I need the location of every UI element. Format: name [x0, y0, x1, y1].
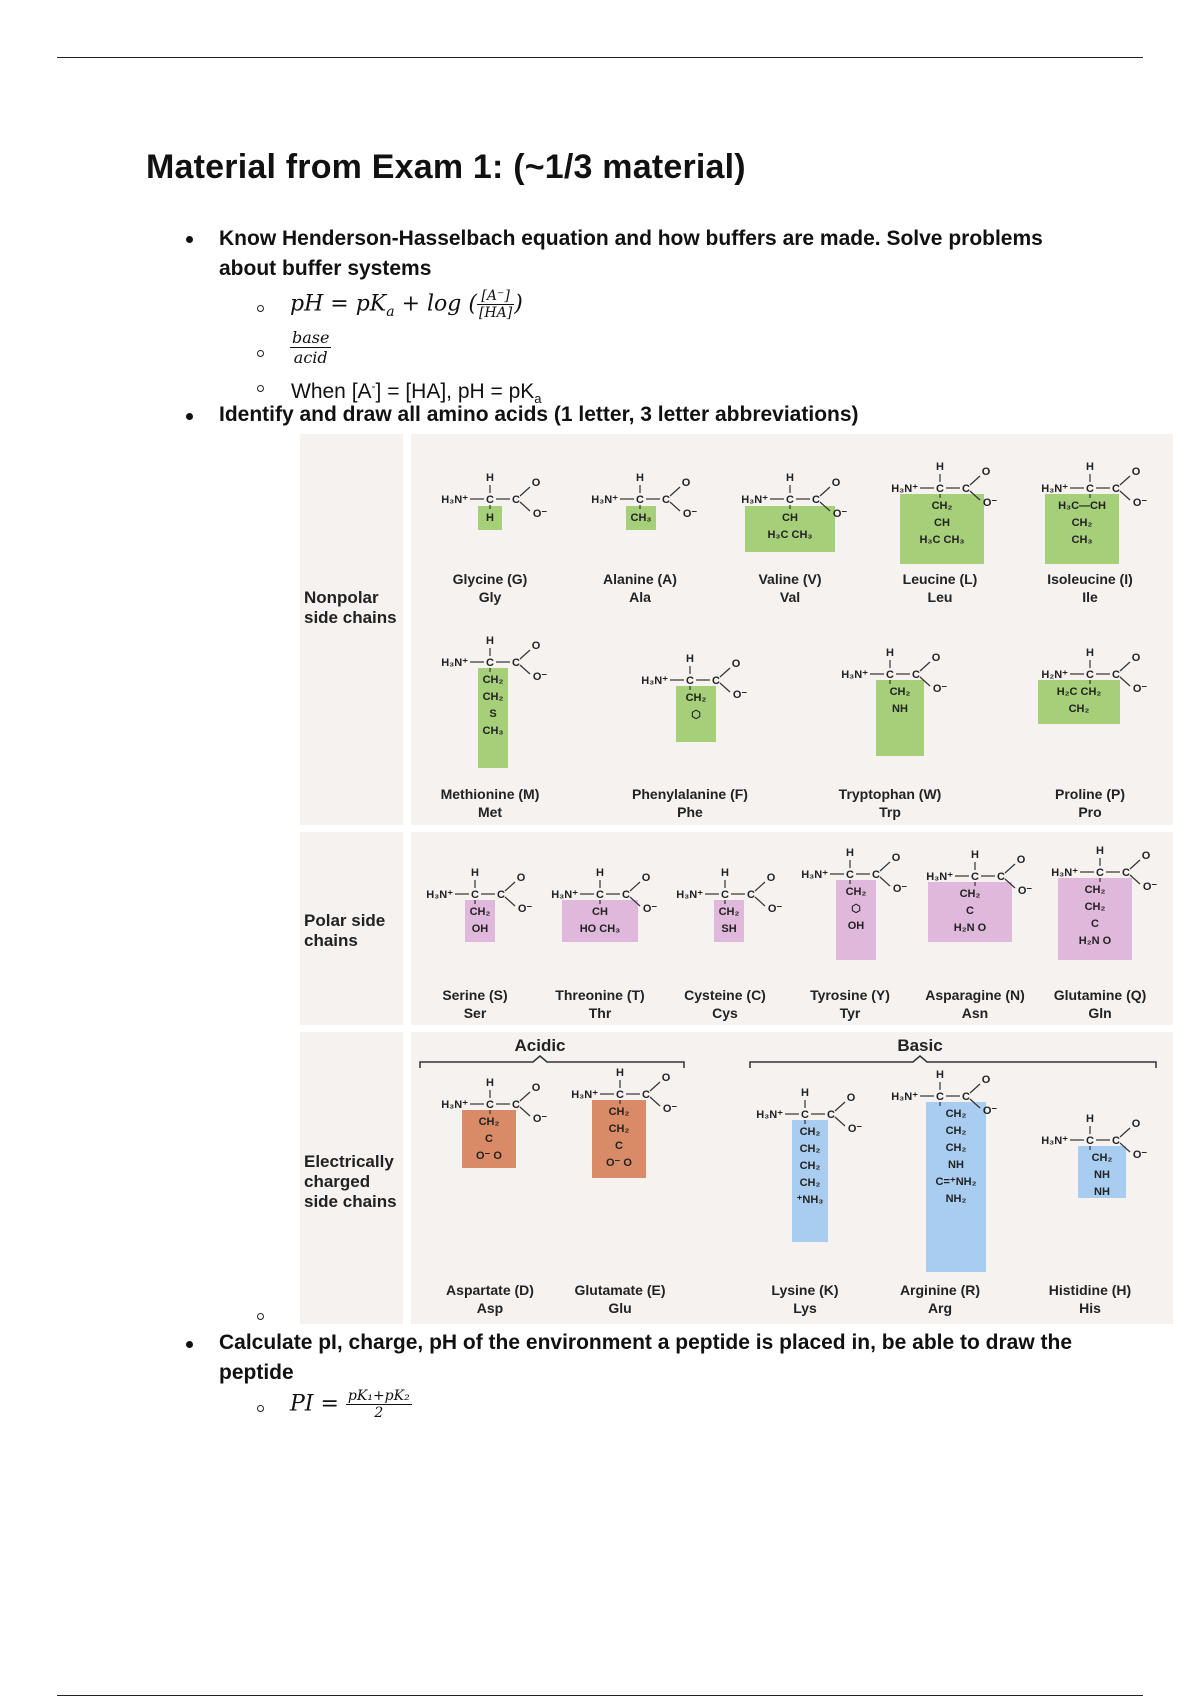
- carbonyl-bond: [1005, 864, 1015, 873]
- carbonyl-oxygen-label: O: [931, 652, 941, 664]
- amino-acid-label: [815, 785, 965, 821]
- amino-acid-abbreviation: Pro: [1078, 804, 1102, 820]
- side-chain-group-label: CH₂: [1084, 884, 1106, 896]
- carbonyl-bond: [1130, 860, 1140, 869]
- bullet-marker: [186, 1341, 193, 1348]
- side-chain-group-label: C: [1091, 918, 1099, 930]
- amino-acid-name: Glutamate (E): [574, 1282, 666, 1298]
- side-chain-group-label: CH₂: [1071, 517, 1093, 529]
- amino-acid-name: Histidine (H): [1048, 1282, 1132, 1298]
- henderson-hasselbalch-equation: pH = $pK_a + \log$ ( $\frac{[A^-]}{[HA]}$ ): [290, 288, 523, 321]
- side-chain-group-label: CH₂: [469, 906, 491, 918]
- oxide-oxygen-label: O⁻: [682, 508, 698, 520]
- alpha-carbon-label: C: [596, 889, 604, 901]
- carboxyl-carbon-label: C: [912, 669, 920, 681]
- carbonyl-oxygen-label: O: [846, 1092, 856, 1104]
- carboxyl-carbon-label: C: [712, 675, 720, 687]
- carbonyl-bond: [1120, 662, 1130, 671]
- alpha-carbon-label: C: [471, 889, 479, 901]
- carboxyl-carbon-label: C: [747, 889, 755, 901]
- carbonyl-bond: [520, 1092, 530, 1101]
- side-chain-group-label: NH: [1094, 1169, 1110, 1181]
- oxide-oxygen-label: O⁻: [732, 689, 748, 701]
- side-chain-group-label: CH₂: [718, 906, 740, 918]
- amino-acid-name: Valine (V): [758, 571, 822, 587]
- amino-acid-name: Isoleucine (I): [1047, 571, 1133, 587]
- side-chain-group-label: CH: [934, 517, 950, 529]
- carboxyl-carbon-label: C: [1112, 1135, 1120, 1147]
- carbonyl-bond: [505, 882, 515, 891]
- side-chain-group-label: ⁺NH₃: [796, 1194, 824, 1206]
- amino-acid-name: Arginine (R): [899, 1282, 981, 1298]
- side-chain-group-label: H₂N O: [1078, 935, 1112, 947]
- amine-group-label: H₃N⁺: [441, 1099, 468, 1111]
- carboxyl-carbon-label: C: [1112, 483, 1120, 495]
- carboxyl-carbon-label: C: [512, 657, 520, 669]
- amino-acid-name: Aspartate (D): [446, 1282, 534, 1298]
- alpha-carbon-label: C: [786, 494, 794, 506]
- side-chain-group-label: CH: [782, 512, 798, 524]
- sub-bullet-marker: [257, 1313, 264, 1320]
- side-chain-group-label: CH₃: [630, 512, 652, 524]
- amino-acid-label: [415, 570, 565, 606]
- carbonyl-bond: [835, 1102, 845, 1111]
- carbonyl-oxygen-label: O: [981, 1074, 991, 1086]
- alpha-carbon-label: C: [1096, 867, 1104, 879]
- carbonyl-bond: [970, 1084, 980, 1093]
- amino-acid-label: [865, 1281, 1015, 1317]
- alpha-hydrogen-label: H: [636, 472, 644, 484]
- bullet-marker: [186, 236, 193, 243]
- carbonyl-bond: [650, 1082, 660, 1091]
- oxide-bond: [650, 1097, 660, 1106]
- alpha-carbon-label: C: [1086, 483, 1094, 495]
- side-chain-group-label: H: [486, 512, 494, 524]
- oxide-oxygen-label: O⁻: [1017, 885, 1033, 897]
- carbonyl-oxygen-label: O: [766, 872, 776, 884]
- amino-acid-name: Alanine (A): [603, 571, 677, 587]
- side-chain-group-label: CH₂: [959, 888, 981, 900]
- alpha-hydrogen-label: H: [1086, 461, 1094, 473]
- side-chain-group-label: C=⁺NH₂: [935, 1176, 977, 1188]
- page-title: Material from Exam 1: (~1/3 material): [146, 148, 746, 186]
- alpha-hydrogen-label: H: [936, 461, 944, 473]
- amine-group-label: H₃N⁺: [926, 871, 953, 883]
- carboxyl-carbon-label: C: [962, 1091, 970, 1103]
- side-chain-group-label: H₂C CH₂: [1056, 686, 1102, 698]
- alpha-carbon-label: C: [686, 675, 694, 687]
- carbonyl-oxygen-label: O: [1131, 652, 1141, 664]
- amino-acid-abbreviation: Val: [779, 589, 801, 605]
- carbonyl-oxygen-label: O: [681, 477, 691, 489]
- alpha-hydrogen-label: H: [886, 647, 894, 659]
- side-chain-group-label: ⬡: [691, 709, 701, 721]
- carbonyl-oxygen-label: O: [831, 477, 841, 489]
- amino-acid-abbreviation: Gln: [1088, 1005, 1112, 1021]
- side-chain-group-label: CH₃: [482, 725, 504, 737]
- carboxyl-carbon-label: C: [872, 869, 880, 881]
- amino-acid-name: Proline (P): [1054, 786, 1125, 802]
- oxide-oxygen-label: O⁻: [662, 1103, 678, 1115]
- amino-acid-abbreviation: Phe: [677, 804, 703, 820]
- carbonyl-oxygen-label: O: [661, 1072, 671, 1084]
- side-chain-group-label: CH: [592, 906, 608, 918]
- carbonyl-bond: [820, 487, 830, 496]
- alpha-hydrogen-label: H: [936, 1069, 944, 1081]
- alpha-hydrogen-label: H: [971, 849, 979, 861]
- carbonyl-bond: [520, 650, 530, 659]
- bullet-marker: [186, 413, 193, 420]
- side-chain-group-label: CH₂: [945, 1125, 967, 1137]
- alpha-hydrogen-label: H: [1086, 1113, 1094, 1125]
- amino-acid-name: Leucine (L): [902, 571, 978, 587]
- amine-group-label: H₃N⁺: [891, 483, 918, 495]
- oxide-bond: [670, 502, 680, 511]
- alpha-hydrogen-label: H: [1096, 845, 1104, 857]
- alpha-hydrogen-label: H: [486, 635, 494, 647]
- amino-acid-structures: [300, 434, 1173, 1324]
- oxide-oxygen-label: O⁻: [832, 508, 848, 520]
- amine-group-label: H₃N⁺: [441, 494, 468, 506]
- header-acidic: Acidic: [514, 1036, 566, 1055]
- carboxyl-carbon-label: C: [962, 483, 970, 495]
- carbonyl-oxygen-label: O: [1016, 854, 1026, 866]
- side-chain-group-label: CH₂: [889, 686, 911, 698]
- amino-acid-name: Serine (S): [442, 987, 508, 1003]
- header-basic: Basic: [897, 1036, 943, 1055]
- alpha-carbon-label: C: [1086, 669, 1094, 681]
- amino-acid-abbreviation: Tyr: [839, 1005, 861, 1021]
- amine-group-label: H₃N⁺: [1041, 483, 1068, 495]
- side-chain-group-label: C: [485, 1133, 493, 1145]
- carbonyl-bond: [520, 487, 530, 496]
- side-chain-group-label: NH: [892, 703, 908, 715]
- side-chain-group-label: CH₂: [482, 691, 504, 703]
- carbonyl-bond: [755, 882, 765, 891]
- amino-acid-name: Tyrosine (Y): [810, 987, 890, 1003]
- amine-group-label: H₃N⁺: [1041, 1135, 1068, 1147]
- alpha-hydrogen-label: H: [486, 1077, 494, 1089]
- alpha-carbon-label: C: [721, 889, 729, 901]
- amino-acid-name: Glycine (G): [452, 571, 528, 587]
- amino-acid-label: [865, 570, 1015, 606]
- side-chain-group-label: NH₂: [945, 1193, 967, 1205]
- oxide-oxygen-label: O⁻: [532, 671, 548, 683]
- oxide-bond: [755, 897, 765, 906]
- sub-bullet-marker: [257, 305, 264, 312]
- footer-rule: [57, 1695, 1143, 1696]
- bullet-3-line-2: peptide: [219, 1361, 294, 1384]
- amino-acid-abbreviation: Cys: [712, 1005, 738, 1021]
- amino-acid-name: Lysine (K): [771, 1282, 839, 1298]
- amine-group-label: H₃N⁺: [741, 494, 768, 506]
- amino-acid-label: [545, 1281, 695, 1317]
- amine-group-label: H₃N⁺: [441, 657, 468, 669]
- amine-group-label: H₃N⁺: [426, 889, 453, 901]
- alpha-carbon-label: C: [846, 869, 854, 881]
- carbonyl-oxygen-label: O: [531, 640, 541, 652]
- oxide-bond: [520, 1107, 530, 1116]
- amine-group-label: H₃N⁺: [591, 494, 618, 506]
- alpha-hydrogen-label: H: [1086, 647, 1094, 659]
- amine-group-label: H₃N⁺: [801, 869, 828, 881]
- carboxyl-carbon-label: C: [512, 494, 520, 506]
- oxide-oxygen-label: O⁻: [892, 883, 908, 895]
- carboxyl-carbon-label: C: [642, 1089, 650, 1101]
- oxide-oxygen-label: O⁻: [1132, 497, 1148, 509]
- alpha-carbon-label: C: [936, 483, 944, 495]
- carbonyl-oxygen-label: O: [531, 477, 541, 489]
- side-chain-group-label: OH: [471, 923, 489, 935]
- amino-acid-label: [415, 1281, 565, 1317]
- amine-group-label: H₃N⁺: [891, 1091, 918, 1103]
- oxide-oxygen-label: O⁻: [1132, 683, 1148, 695]
- side-chain-group-label: CH₃: [1071, 534, 1093, 546]
- oxide-bond: [1120, 677, 1130, 686]
- amine-group-label: H₃N⁺: [676, 889, 703, 901]
- amino-acid-abbreviation: Met: [477, 804, 503, 820]
- sub-bullet-marker: [257, 385, 264, 392]
- side-chain-group-label: CH₂: [608, 1106, 630, 1118]
- alpha-carbon-label: C: [971, 871, 979, 883]
- carboxyl-carbon-label: C: [497, 889, 505, 901]
- carboxyl-carbon-label: C: [662, 494, 670, 506]
- bullet-1-line-2: about buffer systems: [219, 257, 432, 280]
- oxide-bond: [880, 877, 890, 886]
- amine-group-label: H₂N⁺: [1041, 669, 1068, 681]
- amino-acid-label: [1015, 1281, 1165, 1317]
- side-chain-group-label: CH₂: [608, 1123, 630, 1135]
- side-chain-group-label: CH₂: [1091, 1152, 1113, 1164]
- side-chain-group-label: CH₂: [482, 674, 504, 686]
- amino-acid-abbreviation: Ala: [629, 589, 651, 605]
- side-chain-group-label: CH₂: [845, 886, 867, 898]
- side-chain-group-label: CH₂: [945, 1108, 967, 1120]
- amino-acid-name: Threonine (T): [555, 987, 645, 1003]
- carbonyl-oxygen-label: O: [516, 872, 526, 884]
- alpha-hydrogen-label: H: [686, 653, 694, 665]
- amino-acid-abbreviation: Trp: [879, 804, 901, 820]
- oxide-oxygen-label: O⁻: [532, 508, 548, 520]
- carbonyl-oxygen-label: O: [731, 658, 741, 670]
- amine-group-label: H₃N⁺: [1051, 867, 1078, 879]
- bullet-2-line-1: Identify and draw all amino acids (1 letter, 3 letter abbreviations): [219, 403, 859, 426]
- alpha-hydrogen-label: H: [846, 847, 854, 859]
- side-chain-group-label: CH₂: [931, 500, 953, 512]
- amino-acid-abbreviation: Arg: [927, 1300, 953, 1316]
- carboxyl-carbon-label: C: [812, 494, 820, 506]
- group-label-charged: Electrically charged side chains: [304, 1152, 397, 1211]
- alpha-hydrogen-label: H: [486, 472, 494, 484]
- alpha-hydrogen-label: H: [801, 1087, 809, 1099]
- amino-acid-name: Tryptophan (W): [838, 786, 942, 802]
- oxide-oxygen-label: O⁻: [932, 683, 948, 695]
- side-chain-group-label: CH₂: [799, 1126, 821, 1138]
- side-chain-group-label: SH: [721, 923, 737, 935]
- alpha-hydrogen-label: H: [616, 1067, 624, 1079]
- amino-acid-label: [565, 570, 715, 606]
- oxide-oxygen-label: O⁻: [767, 903, 783, 915]
- carbonyl-bond: [920, 662, 930, 671]
- amino-acid-label: [615, 785, 765, 821]
- carbonyl-oxygen-label: O: [1141, 850, 1151, 862]
- amino-acid-label: [1015, 785, 1165, 821]
- amine-group-label: H₃N⁺: [571, 1089, 598, 1101]
- amino-acid-abbreviation: Thr: [588, 1005, 612, 1021]
- side-chain-group-label: O⁻ O: [476, 1150, 502, 1162]
- oxide-oxygen-label: O⁻: [982, 497, 998, 509]
- side-chain-group-label: H₃C CH₃: [919, 534, 965, 546]
- alpha-carbon-label: C: [486, 657, 494, 669]
- side-chain-group-label: CH₂: [799, 1177, 821, 1189]
- side-chain-group-label: CH₂: [945, 1142, 967, 1154]
- oxide-oxygen-label: O⁻: [1142, 881, 1158, 893]
- amino-acid-name: Glutamine (Q): [1053, 987, 1147, 1003]
- carbonyl-bond: [970, 476, 980, 485]
- oxide-oxygen-label: O⁻: [642, 903, 658, 915]
- side-chain-group-label: CH₂: [478, 1116, 500, 1128]
- alpha-hydrogen-label: H: [596, 867, 604, 879]
- carbonyl-oxygen-label: O: [641, 872, 651, 884]
- alpha-carbon-label: C: [801, 1109, 809, 1121]
- side-chain-group-label: O⁻ O: [606, 1157, 632, 1169]
- carbonyl-bond: [1120, 476, 1130, 485]
- group-label-nonpolar: Nonpolar side chains: [304, 588, 397, 627]
- side-chain-group-label: H₃C CH₃: [767, 529, 813, 541]
- group-label-polar: Polar side chains: [304, 911, 386, 950]
- amine-group-label: H₃N⁺: [841, 669, 868, 681]
- amino-acid-abbreviation: Leu: [927, 589, 953, 605]
- alpha-carbon-label: C: [936, 1091, 944, 1103]
- alpha-carbon-label: C: [636, 494, 644, 506]
- bullet-1-line-1: Know Henderson-Hasselbach equation and how buffers are made. Solve problems: [219, 227, 1043, 250]
- carbonyl-bond: [630, 882, 640, 891]
- oxide-bond: [720, 683, 730, 692]
- oxide-bond: [505, 897, 515, 906]
- carbonyl-bond: [880, 862, 890, 871]
- sub-bullet-marker: [257, 350, 264, 357]
- bullet-3-line-1: Calculate pI, charge, pH of the environment a peptide is placed in, be able to draw the: [219, 1331, 1073, 1354]
- amino-acid-label: [415, 785, 565, 821]
- oxide-oxygen-label: O⁻: [847, 1123, 863, 1135]
- side-chain-group-label: S: [489, 708, 497, 720]
- carboxyl-carbon-label: C: [622, 889, 630, 901]
- header-rule: [57, 57, 1143, 58]
- side-chain-group-label: CH₂: [799, 1160, 821, 1172]
- oxide-bond: [520, 502, 530, 511]
- amino-acid-abbreviation: Glu: [608, 1300, 632, 1316]
- carbonyl-bond: [670, 487, 680, 496]
- side-chain-group-label: H₂N O: [953, 922, 987, 934]
- amino-acid-abbreviation: Ile: [1082, 589, 1098, 605]
- alpha-carbon-label: C: [1086, 1135, 1094, 1147]
- alpha-carbon-label: C: [486, 1099, 494, 1111]
- amino-acid-abbreviation: Lys: [793, 1300, 817, 1316]
- side-chain-group-label: CH₂: [1084, 901, 1106, 913]
- amine-group-label: H₃N⁺: [641, 675, 668, 687]
- alpha-hydrogen-label: H: [721, 867, 729, 879]
- equivalence-statement: When [A-] = [HA], pH = $pK_a$: [291, 379, 542, 407]
- amino-acid-name: Phenylalanine (F): [632, 786, 748, 802]
- amino-acid-label: [1025, 986, 1175, 1022]
- alpha-carbon-label: C: [616, 1089, 624, 1101]
- amino-acid-abbreviation: Asp: [476, 1300, 504, 1316]
- carbonyl-oxygen-label: O: [1131, 466, 1141, 478]
- carbonyl-bond: [1120, 1128, 1130, 1137]
- oxide-bond: [520, 665, 530, 674]
- carboxyl-carbon-label: C: [997, 871, 1005, 883]
- carbonyl-oxygen-label: O: [1131, 1118, 1141, 1130]
- oxide-bond: [835, 1117, 845, 1126]
- amino-acid-name: Cysteine (C): [684, 987, 766, 1003]
- oxide-bond: [1120, 491, 1130, 500]
- side-chain-group-label: CH₂: [1068, 703, 1090, 715]
- oxide-oxygen-label: O⁻: [982, 1105, 998, 1117]
- side-chain-group-label: ⬡: [851, 903, 861, 915]
- side-chain-group-label: C: [615, 1140, 623, 1152]
- amino-acid-name: Asparagine (N): [925, 987, 1025, 1003]
- carbonyl-oxygen-label: O: [981, 466, 991, 478]
- sub-bullet-marker: [257, 1405, 264, 1412]
- side-chain-group-label: OH: [847, 920, 865, 932]
- base-acid-ratio: $\frac{\text{base}}{\text{acid}}$: [292, 328, 330, 367]
- carbonyl-oxygen-label: O: [531, 1082, 541, 1094]
- alpha-carbon-label: C: [486, 494, 494, 506]
- amino-acid-abbreviation: Asn: [961, 1005, 989, 1021]
- oxide-oxygen-label: O⁻: [1132, 1149, 1148, 1161]
- side-chain-group-label: H₃C—CH: [1058, 500, 1106, 512]
- amino-acid-abbreviation: Gly: [478, 589, 502, 605]
- alpha-hydrogen-label: H: [786, 472, 794, 484]
- side-chain-group-label: CH₂: [685, 692, 707, 704]
- amino-acid-abbreviation: Ser: [463, 1005, 487, 1021]
- carbonyl-oxygen-label: O: [891, 852, 901, 864]
- amino-acid-label: [730, 1281, 880, 1317]
- alpha-hydrogen-label: H: [471, 867, 479, 879]
- side-chain-group-label: NH: [1094, 1186, 1110, 1198]
- amino-acid-label: [715, 570, 865, 606]
- amino-acid-name: Methionine (M): [440, 786, 540, 802]
- carbonyl-bond: [720, 668, 730, 677]
- side-chain-group-label: NH: [948, 1159, 964, 1171]
- amino-acid-abbreviation: His: [1079, 1300, 1101, 1316]
- carboxyl-carbon-label: C: [512, 1099, 520, 1111]
- side-chain-group-label: C: [966, 905, 974, 917]
- carboxyl-carbon-label: C: [1122, 867, 1130, 879]
- carboxyl-carbon-label: C: [827, 1109, 835, 1121]
- amine-group-label: H₃N⁺: [551, 889, 578, 901]
- oxide-oxygen-label: O⁻: [532, 1113, 548, 1125]
- amino-acid-chart: [300, 434, 1173, 1324]
- amino-acid-label: [1015, 570, 1165, 606]
- isoelectric-point-equation: PI = $\frac{\text{pK₁+pK₂}}{2}$: [290, 1388, 410, 1421]
- amine-group-label: H₃N⁺: [756, 1109, 783, 1121]
- alpha-carbon-label: C: [886, 669, 894, 681]
- side-chain-group-label: HO CH₃: [579, 923, 621, 935]
- side-chain-group-label: CH₂: [799, 1143, 821, 1155]
- oxide-oxygen-label: O⁻: [517, 903, 533, 915]
- carboxyl-carbon-label: C: [1112, 669, 1120, 681]
